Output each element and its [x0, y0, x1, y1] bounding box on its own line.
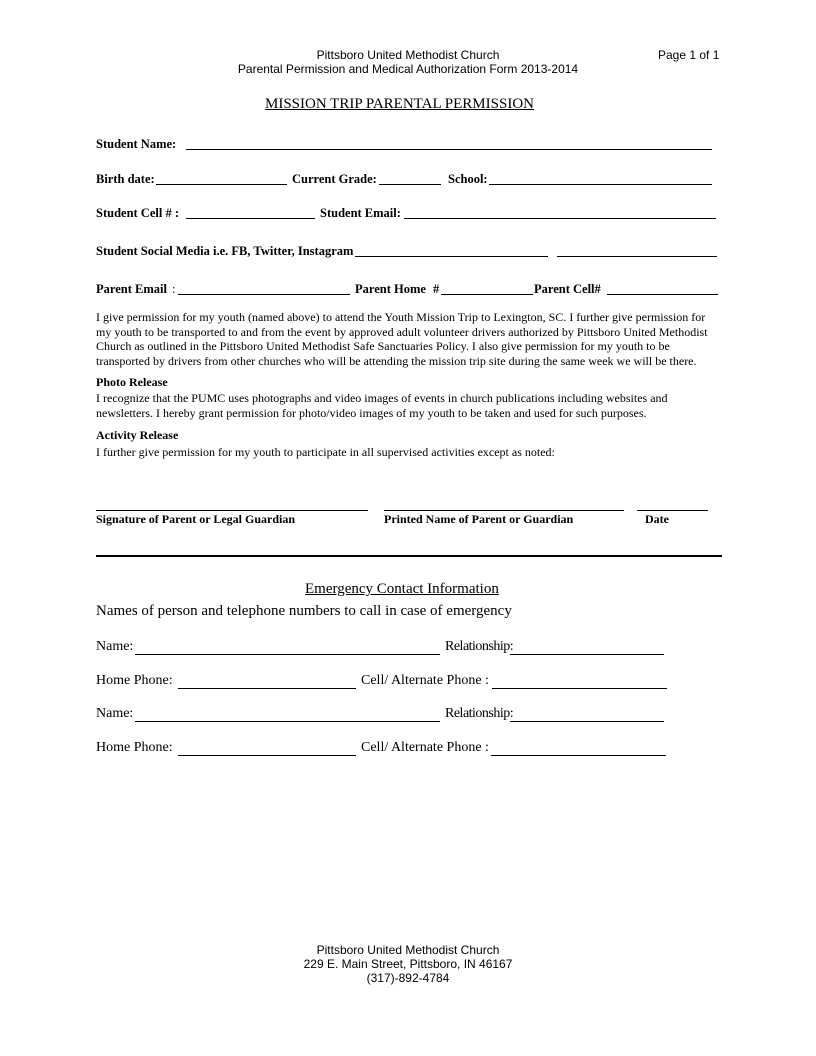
contact1-home-phone-line[interactable] — [178, 688, 356, 689]
permission-paragraph: I give permission for my youth (named above) to attend the Youth Mission Trip to Lexington, SC. I further give permission for my youth to be transported to and from the event by approved adult volunteer drivers authorized by Pittsboro United Methodist Church as outlined in the Pittsboro United Methodist Safe Sanctuaries Policy. I also give permission for my youth to be transported by drivers from other churches who will be attending the mission trip site during the same week we will be there. — [96, 310, 708, 368]
parent-email-line[interactable] — [178, 294, 350, 295]
footer-org: Pittsboro United Methodist Church — [316, 943, 500, 957]
contact1-name-line[interactable] — [135, 654, 440, 655]
birth-date-label: Birth date: — [96, 172, 155, 186]
contact2-name-line[interactable] — [135, 721, 440, 722]
printed-name-line[interactable] — [384, 510, 624, 511]
parent-signature-label: Signature of Parent or Legal Guardian — [96, 512, 296, 526]
parent-email-label: Parent Email — [96, 282, 167, 296]
student-name-line[interactable] — [186, 149, 712, 150]
footer-address: 229 E. Main Street, Pittsboro, IN 46167 — [303, 957, 513, 971]
emergency-title: Emergency Contact Information — [305, 581, 499, 597]
parent-cell-line[interactable] — [607, 294, 718, 295]
school-label: School: — [448, 172, 488, 186]
contact2-cell-label: Cell/ Alternate Phone : — [361, 740, 489, 755]
current-grade-line[interactable] — [379, 184, 441, 185]
social-media-label: Student Social Media i.e. FB, Twitter, Instagram — [96, 244, 354, 258]
contact2-home-phone-label: Home Phone: — [96, 740, 173, 755]
social-media-line-1[interactable] — [355, 256, 548, 257]
contact2-relationship-line[interactable] — [510, 721, 664, 722]
school-line[interactable] — [489, 184, 712, 185]
contact2-cell-line[interactable] — [491, 755, 666, 756]
page-number: Page 1 of 1 — [658, 48, 720, 62]
student-email-line[interactable] — [404, 218, 716, 219]
parent-cell-label: Parent Cell# — [534, 282, 601, 296]
parent-home-line[interactable] — [441, 294, 533, 295]
photo-release-text: I recognize that the PUMC uses photographs and video images of events in church publications including websites and newsletters. I hereby grant permission for photo/video images of my youth to be taken and used for such purposes. — [96, 391, 668, 420]
parent-home-label: Parent Home — [355, 282, 426, 296]
parent-home-hash: # — [433, 282, 440, 296]
student-name-label: Student Name: — [96, 137, 177, 151]
header-form-name: Parental Permission and Medical Authorization Form 2013-2014 — [237, 62, 579, 76]
contact1-home-phone-label: Home Phone: — [96, 673, 173, 688]
form-title: MISSION TRIP PARENTAL PERMISSION — [265, 96, 534, 112]
contact2-relationship-label: Relationship: — [445, 706, 514, 721]
current-grade-label: Current Grade: — [292, 172, 377, 186]
social-media-line-2[interactable] — [557, 256, 717, 257]
parent-signature-line[interactable] — [96, 510, 368, 511]
emergency-subtitle: Names of person and telephone numbers to call in case of emergency — [96, 603, 512, 619]
activity-release-heading: Activity Release — [96, 428, 179, 442]
printed-name-label: Printed Name of Parent or Guardian — [384, 512, 574, 526]
contact1-name-label: Name: — [96, 639, 134, 654]
contact2-name-label: Name: — [96, 706, 134, 721]
photo-release-heading: Photo Release — [96, 375, 168, 389]
footer-phone: (317)-892-4784 — [366, 971, 450, 985]
contact1-cell-label: Cell/ Alternate Phone : — [361, 673, 489, 688]
contact1-relationship-line[interactable] — [510, 654, 664, 655]
section-divider — [96, 555, 722, 557]
student-email-label: Student Email: — [320, 206, 401, 220]
header-org: Pittsboro United Methodist Church — [316, 48, 500, 62]
contact2-home-phone-line[interactable] — [178, 755, 356, 756]
contact1-relationship-label: Relationship: — [445, 639, 514, 654]
date-line[interactable] — [637, 510, 708, 511]
student-cell-label: Student Cell # : — [96, 206, 179, 220]
student-cell-line[interactable] — [186, 218, 315, 219]
parent-email-colon: : — [172, 282, 176, 296]
birth-date-line[interactable] — [156, 184, 287, 185]
activity-release-text: I further give permission for my youth to participate in all supervised activities except as noted: — [96, 445, 555, 459]
date-label: Date — [645, 512, 669, 526]
contact1-cell-line[interactable] — [492, 688, 667, 689]
